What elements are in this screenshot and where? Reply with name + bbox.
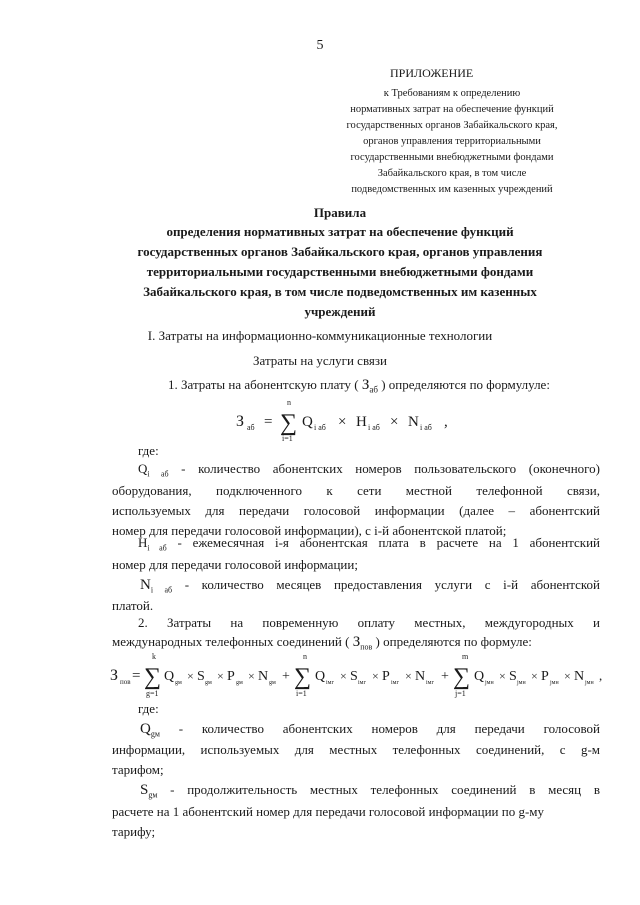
formula2-times: × bbox=[531, 669, 538, 683]
appendix-line: органов управления территориальными bbox=[363, 136, 541, 147]
formula2-sigma-1: ∑ bbox=[144, 664, 162, 690]
subsection-title: Затраты на услуги связи bbox=[253, 353, 387, 368]
def-s-gm-line2: расчете на 1 абонентский номер для передачи голосовой информации по g-му bbox=[112, 804, 545, 819]
formula2-q-gm-sub: gм bbox=[175, 680, 182, 686]
rules-title bbox=[40, 222, 640, 322]
formula1-q: Q bbox=[302, 414, 313, 430]
formula2-q-gm: Q bbox=[164, 669, 175, 684]
def-s-gm-line3: тарифу; bbox=[112, 824, 156, 839]
formula2-sum3-bottom: j=1 bbox=[455, 689, 466, 698]
formula1-end: , bbox=[444, 414, 448, 430]
rules-title-line: Забайкальского края, в том числе подведомственных им казенных bbox=[143, 284, 537, 299]
formula-time-based-calls bbox=[110, 650, 605, 702]
formula2-n-gm: N bbox=[258, 669, 269, 684]
formula2-n-img: N bbox=[415, 669, 426, 684]
formula1-sigma: ∑ bbox=[280, 410, 298, 436]
formula2-sum2-top: n bbox=[303, 652, 307, 661]
formula2-n-gm-sub: gм bbox=[269, 680, 276, 686]
formula2-s-gm: S bbox=[197, 669, 205, 684]
formula2-times: × bbox=[499, 669, 506, 683]
item2-intro-after: ) определяются по формуле: bbox=[375, 634, 532, 649]
def-s-gm-text: - продолжительность местных телефонных соединений в месяц в bbox=[170, 782, 600, 797]
def-n-ab-text: - количество месяцев предоставления услуги с i-й абонентской bbox=[184, 577, 601, 592]
appendix-line: государственными внебюджетными фондами bbox=[350, 152, 554, 163]
formula2-sum1-top: k bbox=[152, 652, 156, 661]
formula2-s-jmn-sub: jмн bbox=[517, 680, 526, 686]
formula2-sigma-2: ∑ bbox=[294, 664, 312, 690]
formula2-plus: + bbox=[441, 669, 449, 684]
formula2-q-img: Q bbox=[315, 669, 326, 684]
item1-intro-symbol: З bbox=[361, 377, 370, 393]
formula2-n-img-sub: iмг bbox=[426, 680, 434, 686]
appendix-description bbox=[302, 86, 602, 198]
formula1-eq: = bbox=[264, 414, 273, 430]
formula2-lhs: З bbox=[110, 667, 119, 684]
formula2-p-gm-sub: gм bbox=[236, 680, 243, 686]
section-title: I. Затраты на информационно-коммуникационные технологии bbox=[147, 328, 493, 343]
def-s-gm-line1 bbox=[140, 782, 600, 800]
def-q-gm-symbol: Q bbox=[140, 721, 151, 737]
formula2-eq: = bbox=[132, 668, 141, 684]
def-q-ab-line3: используемых для передачи голосовой информации (далее – абонентский bbox=[112, 503, 600, 518]
appendix-title: ПРИЛОЖЕНИЕ bbox=[390, 66, 474, 80]
def-h-ab-line2: номер для передачи голосовой информации; bbox=[112, 557, 358, 572]
formula2-end: , bbox=[599, 668, 603, 683]
def-q-ab-sub: i аб bbox=[147, 469, 169, 479]
appendix-line: подведомственных им казенных учреждений bbox=[351, 184, 553, 195]
appendix-line: нормативных затрат на обеспечение функций bbox=[350, 104, 554, 115]
def-q-ab-line4: номер для передачи голосовой информации), с i-й абонентской платой; bbox=[112, 523, 507, 538]
item1-where: где: bbox=[138, 443, 159, 458]
formula1-n-sub: i аб bbox=[420, 423, 432, 432]
formula2-q-img-sub: iмг bbox=[326, 680, 334, 686]
def-q-ab-line2: оборудования, подключенного к сети местной телефонной связи, bbox=[112, 483, 600, 498]
formula1-lhs: З bbox=[236, 413, 245, 430]
formula-abonent-fee bbox=[230, 392, 470, 444]
formula1-h-sub: i аб bbox=[368, 423, 380, 432]
formula2-q-jmn: Q bbox=[474, 669, 485, 684]
def-q-gm-line2: информации, используемых для местных телефонных соединений, с g-м bbox=[112, 742, 600, 757]
item2-intro-line2 bbox=[112, 634, 532, 652]
def-q-ab-line1 bbox=[138, 461, 600, 479]
page-number: 5 bbox=[316, 38, 324, 53]
formula2-sum3-top: m bbox=[462, 652, 469, 661]
item2-intro-text: международных телефонных соединений ( bbox=[112, 634, 350, 649]
formula1-h: H bbox=[356, 414, 367, 430]
item2-intro-line1: 2. Затраты на повременную оплату местных, междугородных и bbox=[138, 615, 600, 630]
formula1-sum-top: n bbox=[287, 398, 291, 407]
formula2-q-jmn-sub: jмн bbox=[485, 680, 494, 686]
def-q-gm-line3: тарифом; bbox=[112, 762, 164, 777]
def-h-ab-symbol: H bbox=[138, 535, 148, 550]
formula2-times: × bbox=[217, 669, 224, 683]
formula2-times: × bbox=[372, 669, 379, 683]
formula2-plus: + bbox=[282, 669, 290, 684]
appendix-line: Забайкальского края, в том числе bbox=[377, 168, 527, 179]
formula2-times: × bbox=[340, 669, 347, 683]
formula1-lhs-sub: аб bbox=[247, 423, 255, 432]
formula1-times: × bbox=[338, 414, 347, 430]
formula2-s-img-sub: iмг bbox=[358, 680, 366, 686]
rules-title-line: территориальными государственными внебюджетными фондами bbox=[146, 264, 534, 279]
def-s-gm-sub: gм bbox=[148, 790, 158, 800]
rules-title-line: государственных органов Забайкальского края, органов управления bbox=[137, 244, 543, 259]
item1-intro-before: 1. Затраты на абонентскую плату ( bbox=[168, 377, 359, 392]
formula2-times: × bbox=[187, 669, 194, 683]
rules-title-line: определения нормативных затрат на обеспечение функций bbox=[166, 224, 514, 239]
item2-where: где: bbox=[138, 701, 159, 716]
item2-intro-symbol: З bbox=[352, 634, 361, 650]
formula1-q-sub: i аб bbox=[314, 423, 326, 432]
def-q-gm-sub: gм bbox=[150, 729, 160, 739]
formula2-p-img-sub: iмг bbox=[391, 680, 399, 686]
def-n-ab-line1 bbox=[140, 577, 600, 595]
formula2-s-jmn: S bbox=[509, 669, 517, 684]
def-h-ab-line1 bbox=[138, 535, 600, 553]
formula2-n-jmn-sub: jмн bbox=[585, 680, 594, 686]
rules-heading: Правила bbox=[313, 205, 367, 220]
def-h-ab-text: - ежемесячная i-я абонентская плата в расчете на 1 абонентский bbox=[177, 535, 600, 550]
formula2-times: × bbox=[405, 669, 412, 683]
formula1-n: N bbox=[408, 414, 419, 430]
rules-title-line: учреждений bbox=[304, 304, 376, 319]
appendix-line: к Требованиям к определению bbox=[383, 88, 521, 99]
def-s-gm-symbol: S bbox=[140, 782, 149, 798]
formula2-sum2-bottom: i=1 bbox=[296, 689, 307, 698]
formula2-times: × bbox=[248, 669, 255, 683]
formula2-p-jmn-sub: jмн bbox=[550, 680, 559, 686]
def-q-ab-symbol: Q bbox=[138, 461, 148, 476]
formula2-lhs-sub: пов bbox=[120, 678, 131, 686]
def-n-ab-symbol: N bbox=[140, 577, 151, 593]
formula2-p-jmn: P bbox=[541, 669, 549, 684]
formula2-sum1-bottom: g=1 bbox=[146, 689, 159, 698]
formula2-sigma-3: ∑ bbox=[453, 664, 471, 690]
formula2-s-gm-sub: gм bbox=[205, 680, 212, 686]
formula2-p-img: P bbox=[382, 669, 390, 684]
formula2-times: × bbox=[564, 669, 571, 683]
formula1-times-2: × bbox=[390, 414, 399, 430]
appendix-line: государственных органов Забайкальского края, bbox=[346, 120, 558, 131]
formula2-p-gm: P bbox=[227, 669, 235, 684]
def-q-gm-text: - количество абонентских номеров для передачи голосовой bbox=[178, 721, 600, 736]
def-n-ab-sub: i аб bbox=[150, 585, 173, 595]
formula1-sum-bottom: i=1 bbox=[282, 434, 293, 443]
def-n-ab-line2: платой. bbox=[112, 598, 154, 613]
def-q-gm-line1 bbox=[140, 721, 600, 739]
def-h-ab-sub: i аб bbox=[147, 543, 167, 553]
formula2-n-jmn: N bbox=[574, 669, 585, 684]
formula2-s-img: S bbox=[350, 669, 358, 684]
item1-intro-symbol-sub: аб bbox=[369, 384, 378, 395]
item1-intro-after: ) определяются по формулуле: bbox=[381, 377, 550, 392]
def-q-ab-text: - количество абонентских номеров пользовательского (оконечного) bbox=[181, 461, 600, 476]
item2-intro-symbol-sub: пов bbox=[360, 642, 373, 652]
